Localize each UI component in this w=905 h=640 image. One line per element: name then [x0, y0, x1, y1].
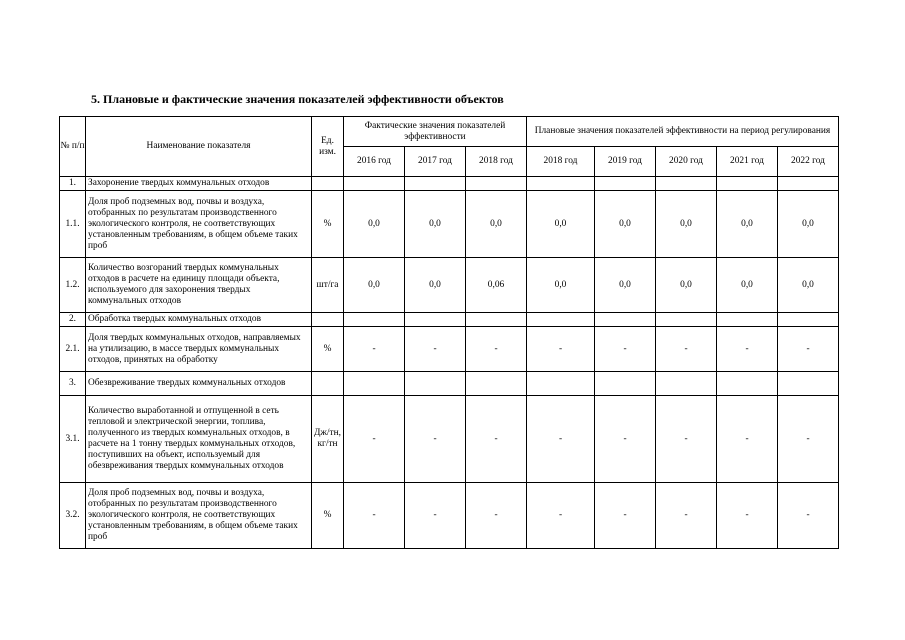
value-cell: [405, 372, 466, 396]
value-cell: -: [527, 483, 595, 549]
value-cell: 0,0: [344, 191, 405, 258]
row-number: 3.1.: [60, 396, 86, 483]
row-number: 3.2.: [60, 483, 86, 549]
value-cell: -: [466, 483, 527, 549]
value-cell: [344, 313, 405, 327]
table-row: [60, 396, 839, 483]
value-cell: [656, 313, 717, 327]
unit-cell: [312, 372, 344, 396]
header-fact-year: 2016 год: [344, 147, 405, 177]
row-number: 1.: [60, 177, 86, 191]
unit-cell: %: [312, 483, 344, 549]
value-cell: -: [717, 483, 778, 549]
value-cell: -: [527, 396, 595, 483]
value-cell: -: [595, 483, 656, 549]
header-fact-year: 2017 год: [405, 147, 466, 177]
header-plan-year: 2019 год: [595, 147, 656, 177]
value-cell: [595, 177, 656, 191]
indicator-name: Обработка твердых коммунальных отходов: [86, 313, 312, 327]
section-row: [60, 177, 839, 191]
value-cell: -: [595, 396, 656, 483]
table-row: [60, 483, 839, 549]
indicator-name: Захоронение твердых коммунальных отходов: [86, 177, 312, 191]
value-cell: -: [778, 483, 839, 549]
unit-cell: Дж/тн, кг/тн: [312, 396, 344, 483]
value-cell: 0,0: [656, 191, 717, 258]
header-plan-year: 2022 год: [778, 147, 839, 177]
value-cell: 0,0: [527, 258, 595, 313]
row-number: 2.1.: [60, 327, 86, 372]
header-plan-group: Плановые значения показателей эффективности на период регулирования: [527, 117, 839, 147]
header-unit: Ед. изм.: [312, 117, 344, 177]
value-cell: -: [344, 327, 405, 372]
value-cell: -: [717, 396, 778, 483]
indicator-name: Доля твердых коммунальных отходов, направляемых на утилизацию, в массе твердых коммунальных отходов, принятых на обработку: [86, 327, 312, 372]
header-fact-year: 2018 год: [466, 147, 527, 177]
section-title: 5. Плановые и фактические значения показателей эффективности объектов: [91, 92, 504, 106]
value-cell: [466, 372, 527, 396]
table-row: [60, 191, 839, 258]
value-cell: [778, 313, 839, 327]
value-cell: [405, 313, 466, 327]
value-cell: 0,0: [595, 258, 656, 313]
indicator-name: Доля проб подземных вод, почвы и воздуха, отобранных по результатам производственного экологического контроля, не соответствующих установленным требованиям, в общем объеме таких проб: [86, 191, 312, 258]
indicator-name: Обезвреживание твердых коммунальных отходов: [86, 372, 312, 396]
value-cell: 0,0: [595, 191, 656, 258]
value-cell: 0,06: [466, 258, 527, 313]
value-cell: -: [405, 483, 466, 549]
header-name: Наименование показателя: [86, 117, 312, 177]
value-cell: -: [656, 327, 717, 372]
value-cell: -: [344, 396, 405, 483]
row-number: 1.1.: [60, 191, 86, 258]
header-fact-group: Фактические значения показателей эффективности: [344, 117, 527, 147]
value-cell: -: [405, 327, 466, 372]
value-cell: 0,0: [656, 258, 717, 313]
value-cell: 0,0: [466, 191, 527, 258]
value-cell: [717, 372, 778, 396]
header-plan-year: 2018 год: [527, 147, 595, 177]
value-cell: 0,0: [527, 191, 595, 258]
value-cell: [778, 372, 839, 396]
value-cell: [717, 313, 778, 327]
value-cell: -: [656, 396, 717, 483]
indicators-table: [59, 116, 839, 549]
value-cell: -: [527, 327, 595, 372]
value-cell: [656, 372, 717, 396]
value-cell: -: [344, 483, 405, 549]
unit-cell: %: [312, 191, 344, 258]
value-cell: 0,0: [717, 258, 778, 313]
unit-cell: шт/га: [312, 258, 344, 313]
row-number: 3.: [60, 372, 86, 396]
value-cell: -: [595, 327, 656, 372]
value-cell: -: [656, 483, 717, 549]
header-plan-year: 2021 год: [717, 147, 778, 177]
value-cell: [717, 177, 778, 191]
value-cell: [778, 177, 839, 191]
section-row: [60, 372, 839, 396]
row-number: 1.2.: [60, 258, 86, 313]
table-row: [60, 327, 839, 372]
section-row: [60, 313, 839, 327]
row-number: 2.: [60, 313, 86, 327]
value-cell: -: [778, 396, 839, 483]
unit-cell: %: [312, 327, 344, 372]
value-cell: [656, 177, 717, 191]
value-cell: [344, 372, 405, 396]
unit-cell: [312, 177, 344, 191]
value-cell: [527, 313, 595, 327]
value-cell: [527, 372, 595, 396]
indicator-name: Количество выработанной и отпущенной в сеть тепловой и электрической энергии, топлива, полученного из твердых коммунальных отходов, в расчете на 1 тонну твердых коммунальных отходов, поступивших на объект, используемый для обезвреживания твердых коммунальных отходов: [86, 396, 312, 483]
value-cell: -: [717, 327, 778, 372]
value-cell: -: [466, 396, 527, 483]
value-cell: [466, 313, 527, 327]
indicator-name: Количество возгораний твердых коммунальных отходов в расчете на единицу площади объекта, используемого для захоронения твердых коммунальных отходов: [86, 258, 312, 313]
header-num: № п/п: [60, 117, 86, 177]
value-cell: [595, 313, 656, 327]
value-cell: [466, 177, 527, 191]
value-cell: 0,0: [778, 191, 839, 258]
value-cell: [595, 372, 656, 396]
value-cell: [405, 177, 466, 191]
value-cell: [527, 177, 595, 191]
table-row: [60, 258, 839, 313]
unit-cell: [312, 313, 344, 327]
value-cell: 0,0: [717, 191, 778, 258]
header-plan-year: 2020 год: [656, 147, 717, 177]
value-cell: -: [778, 327, 839, 372]
value-cell: 0,0: [344, 258, 405, 313]
indicator-name: Доля проб подземных вод, почвы и воздуха, отобранных по результатам производственного экологического контроля, не соответствующих установленным требованиям, в общем объеме таких проб: [86, 483, 312, 549]
value-cell: [344, 177, 405, 191]
value-cell: 0,0: [405, 258, 466, 313]
value-cell: -: [466, 327, 527, 372]
value-cell: -: [405, 396, 466, 483]
value-cell: 0,0: [405, 191, 466, 258]
value-cell: 0,0: [778, 258, 839, 313]
